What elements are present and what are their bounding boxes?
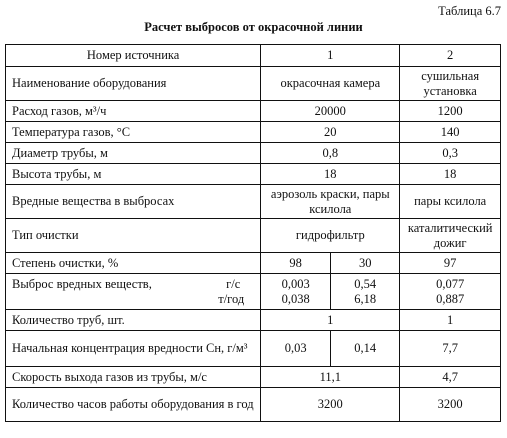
cell: 4,7 — [400, 367, 501, 388]
table-row — [6, 101, 501, 122]
table-row — [6, 219, 501, 253]
cell: пары ксилола — [400, 185, 501, 219]
value-gs: 0,54 — [354, 277, 377, 292]
row-label: Расход газов, м³/ч — [6, 101, 261, 122]
cell: 98 — [261, 253, 331, 274]
row-label: Степень очистки, % — [6, 253, 261, 274]
cell: 1 — [261, 310, 400, 331]
table-row — [6, 274, 501, 310]
cell: 11,1 — [261, 367, 400, 388]
value-gs: 0,077 — [436, 277, 465, 292]
table-title: Расчет выбросов от окрасочной линии — [144, 20, 363, 34]
row-label: Вредные вещества в выбросах — [6, 185, 261, 219]
cell: 7,7 — [400, 331, 501, 367]
cell: гидрофильтр — [261, 219, 400, 253]
row-label: Высота трубы, м — [6, 164, 261, 185]
table-number: Таблица 6.7 — [438, 4, 501, 18]
header-label: Номер источника — [6, 45, 261, 67]
value-ty: 6,18 — [354, 291, 377, 306]
value-gs: 0,003 — [281, 277, 310, 292]
cell: 20000 — [261, 101, 400, 122]
unit-gs: г/с — [226, 277, 241, 292]
cell: 3200 — [400, 388, 501, 422]
cell: 3200 — [261, 388, 400, 422]
cell: 1 — [400, 310, 501, 331]
row-label: Температура газов, °С — [6, 122, 261, 143]
table-row — [6, 185, 501, 219]
row-label — [6, 274, 261, 310]
row-label: Наименование оборудования — [6, 67, 261, 101]
cell: аэрозоль краски, пары ксилола — [261, 185, 400, 219]
cell: 20 — [261, 122, 400, 143]
unit-ty: т/год — [218, 291, 245, 306]
table-row — [6, 310, 501, 331]
table-row — [6, 122, 501, 143]
table-row — [6, 331, 501, 367]
cell: 0,3 — [400, 143, 501, 164]
cell: 97 — [400, 253, 501, 274]
header-col1: 1 — [261, 45, 400, 67]
value-ty: 0,887 — [436, 291, 465, 306]
cell: 30 — [331, 253, 400, 274]
cell: каталитический дожиг — [400, 219, 501, 253]
cell: сушильная установка — [400, 67, 501, 101]
cell — [261, 274, 331, 310]
table-row — [6, 388, 501, 422]
table-row — [6, 164, 501, 185]
cell: 0,8 — [261, 143, 400, 164]
header-col2: 2 — [400, 45, 501, 67]
emissions-table — [5, 44, 501, 422]
table-header-row — [6, 45, 501, 67]
table-row — [6, 367, 501, 388]
cell: 0,14 — [331, 331, 400, 367]
row-label: Количество труб, шт. — [6, 310, 261, 331]
table-row — [6, 67, 501, 101]
cell — [331, 274, 400, 310]
cell: 18 — [261, 164, 400, 185]
value-ty: 0,038 — [281, 291, 310, 306]
row-label: Тип очистки — [6, 219, 261, 253]
table-row — [6, 253, 501, 274]
row-label: Скорость выхода газов из трубы, м/с — [6, 367, 261, 388]
row-label-text: Выброс вредных веществ, — [12, 277, 152, 292]
cell — [400, 274, 501, 310]
row-label: Начальная концентрация вредности Cн, г/м³ — [6, 331, 261, 367]
cell: 0,03 — [261, 331, 331, 367]
cell: 1200 — [400, 101, 501, 122]
cell: 140 — [400, 122, 501, 143]
row-label: Диаметр трубы, м — [6, 143, 261, 164]
cell: окрасочная камера — [261, 67, 400, 101]
row-label: Количество часов работы оборудования в год — [6, 388, 261, 422]
table-row — [6, 143, 501, 164]
cell: 18 — [400, 164, 501, 185]
